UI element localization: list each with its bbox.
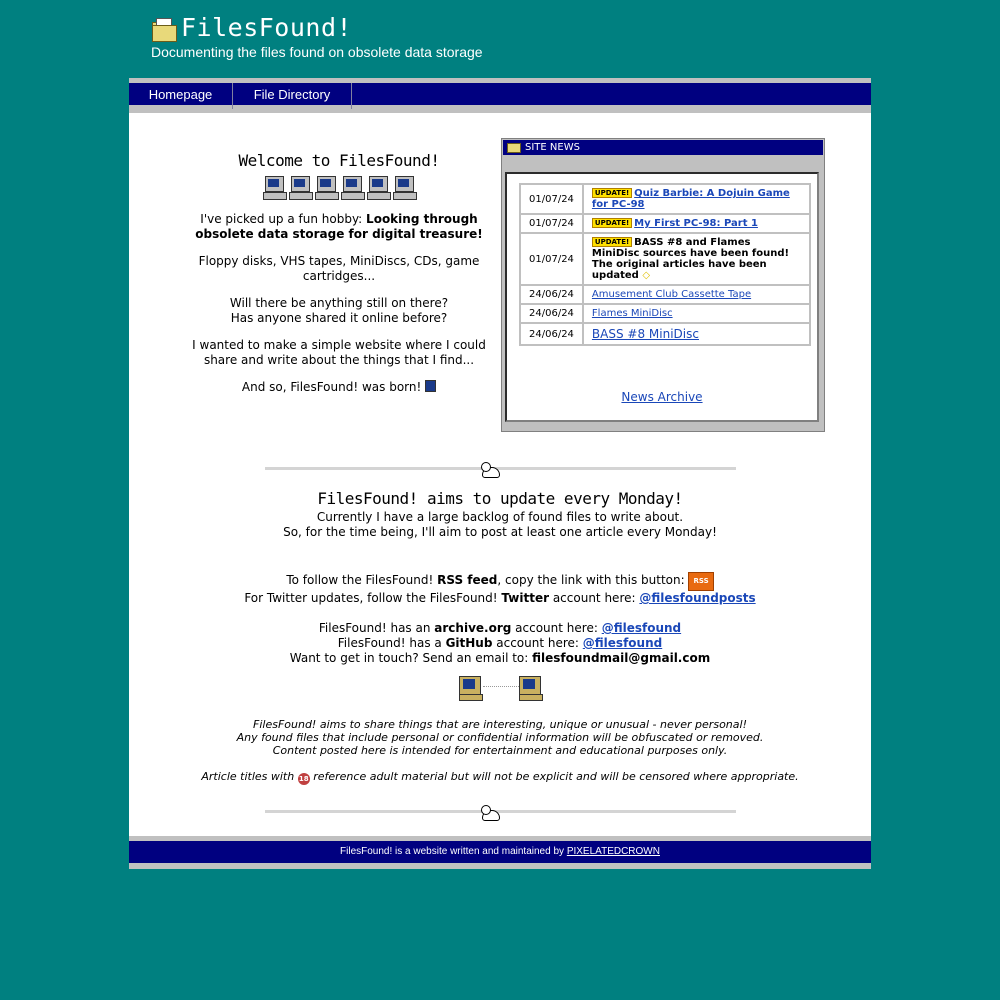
site-news-panel [501, 138, 825, 432]
disclaimer-line: FilesFound! aims to share things that are interesting, unique or unusual - never personal! [253, 718, 747, 731]
welcome-questions: Will there be anything still on there? Has anyone shared it online before? [229, 296, 449, 325]
site-header [151, 14, 483, 60]
news-text: BASS #8 and Flames MiniDisc sources have been found! The original articles have been updated [591, 237, 790, 281]
welcome-born: And so, FilesFound! was born! [189, 380, 489, 395]
computer-icon [341, 176, 363, 200]
cat-icon [480, 804, 500, 820]
author-link[interactable]: PIXELATEDCROWN [566, 846, 660, 857]
network-computers-icon [367, 176, 389, 200]
archive-org-link[interactable]: @filesfound [601, 621, 682, 635]
disclaimer-line: Content posted here is intended for entertainment and educational purposes only. [272, 744, 728, 757]
welcome-media: Floppy disks, VHS tapes, MiniDiscs, CDs, game cartridges... [198, 254, 480, 283]
news-title-bar: SITE NEWS [503, 140, 823, 155]
news-link[interactable]: Amusement Club Cassette Tape [591, 289, 752, 300]
email-address: filesfoundmail@gmail.com [532, 651, 711, 665]
rss-line: To follow the FilesFound! RSS feed, copy the link with this button: RSS [129, 572, 871, 591]
news-row [520, 233, 810, 285]
network-computers-icon [459, 676, 543, 700]
news-archive-link[interactable]: News Archive [621, 390, 703, 404]
archive-org-line: FilesFound! has an archive.org account here: @filesfound [318, 621, 682, 635]
adult-18-icon: 18 [298, 775, 309, 783]
welcome-intro: I've picked up a fun hobby: Looking through obsolete data storage for digital treasure! [195, 212, 483, 241]
computer-icon [289, 176, 311, 200]
news-row [520, 184, 810, 214]
news-row [520, 323, 810, 345]
main-container [129, 78, 871, 869]
news-link[interactable]: My First PC-98: Part 1 [634, 218, 758, 229]
news-row [520, 214, 810, 233]
welcome-title: Welcome to FilesFound! [238, 151, 440, 170]
news-table [519, 183, 811, 346]
update-title: FilesFound! aims to update every Monday! [317, 489, 683, 508]
nav-homepage[interactable]: Homepage [129, 83, 233, 109]
computers-banner [189, 174, 489, 200]
welcome-section [189, 153, 489, 407]
site-title: FilesFound! [181, 13, 353, 42]
twitter-line: For Twitter updates, follow the FilesFound! Twitter account here: @filesfoundposts [244, 591, 756, 605]
divider [265, 467, 736, 470]
update-line: Currently I have a large backlog of found files to write about. [316, 510, 684, 524]
news-link[interactable]: BASS #8 MiniDisc [591, 327, 699, 341]
laptop-icon [393, 176, 415, 200]
news-row [520, 285, 810, 304]
news-link[interactable]: Flames MiniDisc [591, 308, 673, 319]
divider [265, 810, 736, 813]
computer-small-icon [425, 380, 436, 392]
folder-icon [507, 143, 521, 153]
news-date: 01/07/24 [520, 214, 583, 233]
github-link[interactable]: @filesfound [582, 636, 663, 650]
cat-icon [480, 461, 500, 477]
footer [129, 836, 871, 869]
nav-bar [129, 78, 871, 113]
computer-icon [263, 176, 285, 200]
disclaimer-line: Any found files that include personal or confidential information will be obfuscated or removed. [236, 731, 764, 744]
news-row [520, 304, 810, 323]
email-line: Want to get in touch? Send an email to: filesfoundmail@gmail.com [289, 651, 711, 665]
adult-notice: Article titles with 18 reference adult material but will not be explicit and will be censored where appropriate. [201, 770, 799, 783]
update-line: So, for the time being, I'll aim to post at least one article every Monday! [283, 525, 717, 539]
footer-text: FilesFound! is a website written and maintained by [340, 846, 567, 857]
site-tagline: Documenting the files found on obsolete data storage [151, 44, 483, 60]
update-badge: UPDATE! [592, 188, 632, 198]
update-section [129, 491, 871, 540]
logo[interactable] [151, 14, 483, 42]
update-badge: UPDATE! [592, 218, 632, 228]
update-badge: UPDATE! [592, 237, 632, 247]
welcome-purpose: I wanted to make a simple website where I could share and write about the things that I find... [192, 338, 486, 367]
github-line: FilesFound! has a GitHub account here: @filesfound [337, 636, 663, 650]
sparkle-icon: ◇ [642, 270, 651, 281]
news-date: 24/06/24 [520, 323, 583, 345]
computer-icon [315, 176, 337, 200]
archive-container [507, 390, 817, 404]
twitter-link[interactable]: @filesfoundposts [639, 591, 756, 605]
disclaimer [129, 718, 871, 785]
links-section [129, 572, 871, 666]
nav-file-directory[interactable]: File Directory [233, 83, 352, 109]
news-date: 24/06/24 [520, 285, 583, 304]
news-date: 24/06/24 [520, 304, 583, 323]
news-date: 01/07/24 [520, 184, 583, 214]
folder-logo-icon [151, 16, 177, 42]
news-date: 01/07/24 [520, 233, 583, 285]
news-link[interactable]: Quiz Barbie: A Dojuin Game for PC-98 [591, 188, 790, 210]
rss-button[interactable]: RSS [688, 572, 713, 591]
news-body [505, 172, 819, 422]
